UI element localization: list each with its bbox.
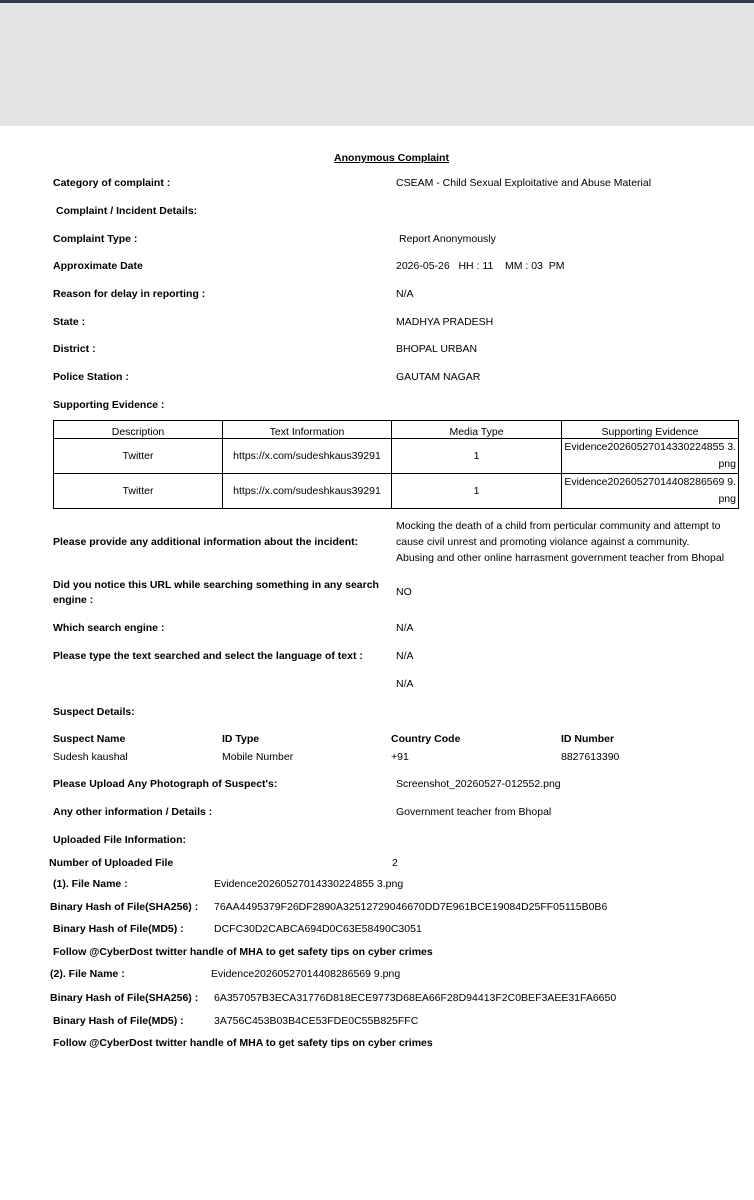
table-cell: https://x.com/sudeshkaus39291 xyxy=(223,474,392,509)
table-row xyxy=(54,439,739,474)
suspect-country-code: +91 xyxy=(391,751,409,763)
photo-label: Please Upload Any Photograph of Suspect's: xyxy=(53,778,278,790)
table-cell: https://x.com/sudeshkaus39291 xyxy=(223,439,392,474)
country-code-header: Country Code xyxy=(391,733,461,745)
additional-info-value: Mocking the death of a child from perticular community and attempt to cause civil unrest and promoting violance against a community. Abusing and other online harrasment government teacher from Bhopal xyxy=(396,520,725,564)
column-header: Text Information xyxy=(223,421,392,439)
table-cell: 1 xyxy=(392,439,562,474)
search-engine-notice-value: NO xyxy=(396,586,412,598)
suspect-id-number: 8827613390 xyxy=(561,751,620,763)
state-value: MADHYA PRADESH xyxy=(396,316,494,328)
incident-heading: Complaint / Incident Details: xyxy=(56,205,198,217)
file2-footer: Follow @CyberDost twitter handle of MHA to get safety tips on cyber crimes xyxy=(53,1037,433,1049)
header-band xyxy=(0,3,754,126)
text-searched-value: N/A xyxy=(396,650,414,662)
other-info-value: Government teacher from Bhopal xyxy=(396,806,552,818)
file1-md5: DCFC30D2CABCA694D0C63E58490C3051 xyxy=(214,923,422,935)
approx-date-label: Approximate Date xyxy=(53,260,143,272)
file2-sha: 6A357057B3ECA31776D818ECE9773D68EA66F28D94413F2C0BEF3AEE31FA6650 xyxy=(214,992,617,1004)
delay-reason-value: N/A xyxy=(396,288,414,300)
file1-name-label: (1). File Name : xyxy=(53,878,128,890)
state-label: State : xyxy=(53,316,86,328)
id-type-header: ID Type xyxy=(222,733,260,745)
file1-sha-label: Binary Hash of File(SHA256) : xyxy=(50,901,199,913)
which-engine-value: N/A xyxy=(396,622,414,634)
which-engine-label: Which search engine : xyxy=(53,622,165,634)
file2-md5: 3A756C453B03B4CE53FDE0C55B825FFC xyxy=(214,1015,419,1027)
suspect-name-header: Suspect Name xyxy=(53,733,126,745)
delay-reason-label: Reason for delay in reporting : xyxy=(53,288,206,300)
file2-name: Evidence20260527014408286569 9.png xyxy=(211,968,401,980)
file2-sha-label: Binary Hash of File(SHA256) : xyxy=(50,992,199,1004)
additional-info-label: Please provide any additional information about the incident: xyxy=(53,536,359,548)
photo-value: Screenshot_20260527-012552.png xyxy=(396,778,561,790)
file1-footer: Follow @CyberDost twitter handle of MHA to get safety tips on cyber crimes xyxy=(53,946,433,958)
category-value: CSEAM - Child Sexual Exploitative and Abuse Material xyxy=(396,177,652,189)
search-engine-notice-label-cont: engine : xyxy=(53,594,94,606)
file2-md5-label: Binary Hash of File(MD5) : xyxy=(53,1015,184,1027)
suspect-name: Sudesh kaushal xyxy=(53,751,128,763)
category-label: Category of complaint : xyxy=(53,177,171,189)
police-station-label: Police Station : xyxy=(53,371,129,383)
column-header: Supporting Evidence xyxy=(562,421,739,439)
column-header: Description xyxy=(54,421,223,439)
id-number-header: ID Number xyxy=(561,733,615,745)
table-cell: 1 xyxy=(392,474,562,509)
column-header: Media Type xyxy=(392,421,562,439)
table-cell: Evidence20260527014330224855 3.png xyxy=(562,439,739,474)
suspect-heading: Suspect Details: xyxy=(53,706,135,718)
other-info-label: Any other information / Details : xyxy=(53,806,213,818)
file1-name: Evidence20260527014330224855 3.png xyxy=(214,878,404,890)
evidence-table xyxy=(53,420,739,509)
suspect-id-type: Mobile Number xyxy=(222,751,294,763)
district-value: BHOPAL URBAN xyxy=(396,343,478,355)
table-cell: Evidence20260527014408286569 9.png xyxy=(562,474,739,509)
evidence-table-header xyxy=(54,421,739,439)
supporting-evidence-heading: Supporting Evidence : xyxy=(53,399,165,411)
table-cell: Twitter xyxy=(54,439,223,474)
district-label: District : xyxy=(53,343,96,355)
file1-md5-label: Binary Hash of File(MD5) : xyxy=(53,923,184,935)
language-value: N/A xyxy=(396,678,414,690)
uploaded-count-value: 2 xyxy=(392,857,398,869)
uploaded-count-label: Number of Uploaded File xyxy=(49,857,174,869)
uploaded-heading: Uploaded File Information: xyxy=(53,834,186,846)
table-row xyxy=(54,474,739,509)
approx-date-value: 2026-05-26 HH : 11 MM : 03 PM xyxy=(396,260,565,272)
police-station-value: GAUTAM NAGAR xyxy=(396,371,481,383)
search-engine-notice-label: Did you notice this URL while searching something in any search xyxy=(53,579,379,591)
file2-name-label: (2). File Name : xyxy=(50,968,125,980)
complaint-type-label: Complaint Type : xyxy=(53,233,138,245)
text-searched-label: Please type the text searched and select the language of text : xyxy=(53,650,363,662)
table-cell: Twitter xyxy=(54,474,223,509)
complaint-type-value: Report Anonymously xyxy=(399,233,496,245)
file1-sha: 76AA4495379F26DF2890A32512729046670DD7E961BCE19084D25FF05115B0B6 xyxy=(214,901,608,913)
document-title: Anonymous Complaint xyxy=(334,152,449,164)
